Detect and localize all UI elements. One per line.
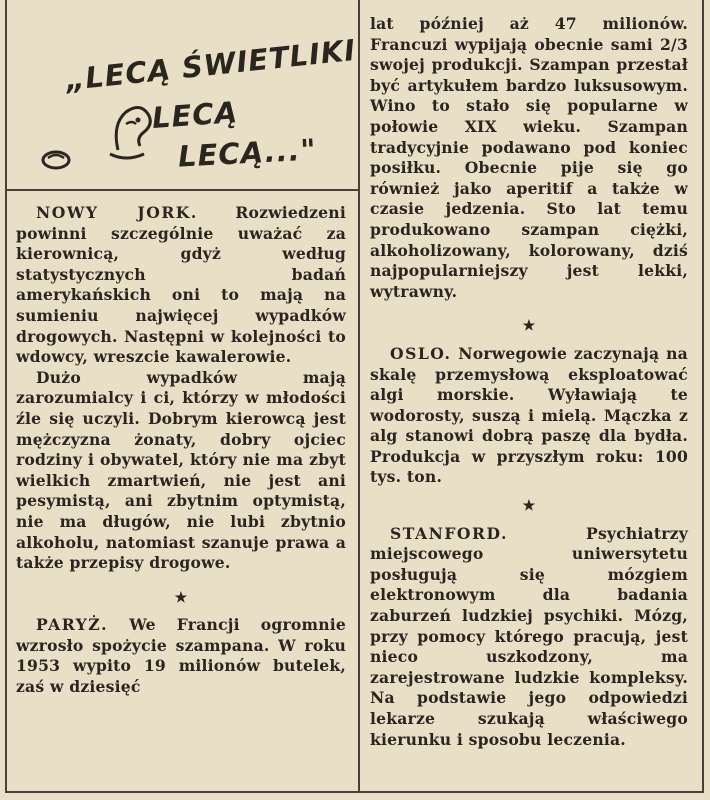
dateline-oslo: OSLO. [390, 343, 452, 363]
column-divider [358, 0, 360, 792]
header-title-line-1: „LECĄ ŚWIETLIKI [64, 32, 358, 98]
article-paryz-continued: lat później aż 47 milionów. Francuzi wypijają obecnie sami 2/3 swojej produkcji. Szampan przestał być artykułem bardzo luksusowym. Wino to stało się popularne w połowie XIX wieku. Szampan tradycyjnie podawano pod koniec posiłku. Obecnie pije się go również jako aperitif a także w czasie jedzenia. Sto lat temu produkowano szampan ciężki, alkoholizowany, kolorowany, dziś najpopularniejszy jest lekki, wytrawny. [370, 14, 688, 301]
article-stanford-p1 [370, 524, 688, 751]
header-title-line-3: LECĄ..." [177, 132, 318, 174]
header-title-line-2: LECĄ [150, 95, 240, 135]
dateline-nowy-jork: NOWY JORK. [36, 203, 198, 222]
header-divider [5, 189, 359, 191]
article-paryz-text1: We Francji ogromnie wzrosło spożycie szampana. W roku 1953 wypito 19 milionów butelek, zaś w dziesięć [16, 615, 346, 697]
left-column [16, 203, 346, 698]
article-oslo-text1: Norwegowie zaczynają na skalę przemysłową eksploatować algi morskie. Wyławiają te wodorosty, suszą i mielą. Mączka z alg stanowi dobrą paszę dla bydła. Produkcja w przyszłym roku: 100 tys. ton. [370, 343, 688, 487]
frame-right-rule [702, 0, 704, 792]
article-nowy-jork-p1 [16, 203, 346, 368]
separator-star-right-1: ★ [522, 318, 536, 335]
firefly-drawing-icon [40, 40, 340, 180]
dateline-paryz: PARYŻ. [36, 615, 109, 635]
article-nowy-jork-p2: Dużo wypadków mają zarozumialcy i ci, którzy w młodości źle się uczyli. Dobrym kierowcą jest mężczyzna żonaty, dobry ojciec rodziny i obywatel, który nie ma zbyt wielkich zmartwień, nie jest ani pesymistą, ani zbytnim optymistą, nie ma długów, nie lubi zbytnio alkoholu, natomiast szanuje prawa a także przepisy drogowe. [16, 367, 346, 573]
separator-star-left: ★ [174, 589, 188, 606]
article-nowy-jork-text1: Rozwiedzeni powinni szczególnie uważać za kierownicą, gdyż według statystycznych badań amerykańskich oni to mają na sumieniu najwięcej wypadków drogowych. Następni w kolejności to wdowcy, wreszcie kawalerowie. [16, 203, 346, 367]
header-logo [40, 32, 358, 180]
dateline-stanford: STANFORD. [390, 523, 508, 543]
article-stanford-text1: Psychiatrzy miejscowego uniwersytetu posługują się mózgiem elektronowym dla badania zaburzeń ludzkiej psychiki. Mózg, przy pomocy którego pracują, jest nieco uszkodzony, ma zarejestrowane ludzkie kompleksy. Na podstawie jego odpowiedzi lekarze szukają właściwego kierunku i sposobu leczenia. [370, 523, 688, 749]
right-column [370, 14, 688, 750]
article-paryz-p1 [16, 615, 346, 697]
separator-star-right-2: ★ [522, 498, 536, 515]
article-oslo-p1 [370, 344, 688, 488]
frame-left-rule [5, 0, 7, 792]
frame-bottom-rule [5, 791, 704, 793]
